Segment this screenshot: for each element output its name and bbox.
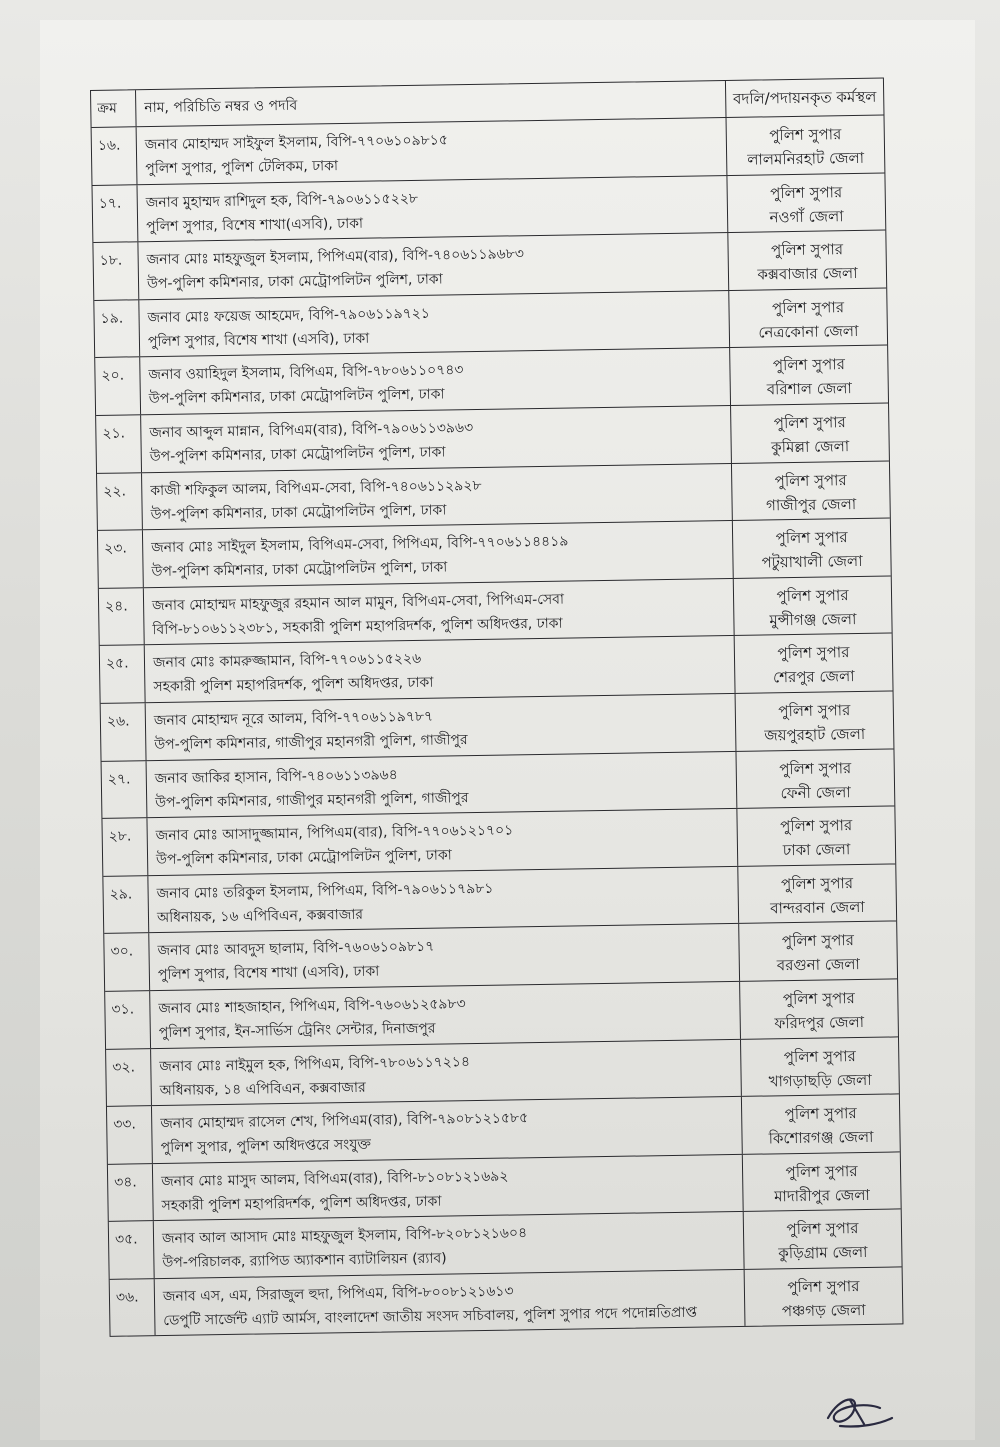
posting-district: কক্সবাজার জেলা	[757, 264, 858, 284]
officer-name: কাজী শফিকুল আলম, বিপিএম-সেবা, বিপি-৭৪০৬১১২৯২৮	[150, 477, 482, 499]
posting-cell	[738, 864, 896, 923]
posting-district: গাজীপুর জেলা	[765, 494, 857, 514]
officer-name: জনাব মোঃ তরিকুল ইসলাম, পিপিএম, বিপি-৭৯০৬১১৭৯৮১	[156, 880, 494, 902]
name-cell	[152, 1097, 743, 1163]
posting-title: পুলিশ সুপার	[787, 1276, 860, 1297]
table-row	[110, 1267, 903, 1336]
name-cell	[153, 1155, 744, 1221]
officer-designation: উপ-পুলিশ কমিশনার, ঢাকা মেট্রোপলিটন পুলিশ, ঢাকা	[150, 502, 447, 523]
posting-cell	[745, 1267, 903, 1326]
posting-cell	[744, 1210, 902, 1269]
serial-cell: ৩৫.	[109, 1221, 155, 1278]
posting-district: মাদারীপুর জেলা	[773, 1185, 870, 1206]
posting-district: মুন্সীগঞ্জ জেলা	[769, 609, 857, 630]
serial-cell: ২০.	[95, 358, 141, 415]
officer-designation: পুলিশ সুপার, বিশেষ শাখা (এসবি), ঢাকা	[157, 963, 380, 984]
posting-district: বরগুনা জেলা	[776, 955, 860, 975]
name-cell	[141, 406, 732, 472]
posting-district: কিশোরগঞ্জ জেলা	[768, 1127, 874, 1148]
officer-name: জনাব মোঃ শাহজাহান, পিপিএম, বিপি-৭৬০৬১২৫৯৮৩	[158, 996, 466, 1017]
serial-cell: ২৮.	[102, 818, 148, 875]
serial-cell: ১৭.	[93, 185, 139, 242]
posting-district: নেত্রকোনা জেলা	[758, 321, 859, 342]
officer-designation: সহকারী পুলিশ মহাপরিদর্শক, পুলিশ অধিদপ্তর, ঢাকা	[161, 1193, 442, 1214]
officer-designation: ডেপুটি সার্জেন্ট এ্যাট আর্মস, বাংলাদেশ জাতীয় সংসদ সচিবালয়, পুলিশ সুপার পদে পদোন্নতিপ্রাপ্ত	[163, 1304, 698, 1329]
posting-cell	[739, 922, 897, 981]
name-cell	[138, 233, 729, 299]
serial-cell: ২৫.	[100, 646, 146, 703]
officer-designation: পুলিশ সুপার, ইন-সার্ভিস ট্রেনিং সেন্টার, দিনাজপুর	[158, 1020, 436, 1041]
signature-icon	[820, 1388, 900, 1433]
officer-name: জনাব মোঃ আসাদুজ্জামান, পিপিএম(বার), বিপি-৭৭০৬১২১৭০১	[155, 822, 514, 845]
name-cell	[144, 579, 735, 645]
posting-cell	[733, 519, 891, 578]
serial-cell: ২৩.	[98, 530, 144, 587]
name-cell	[142, 464, 733, 530]
name-cell	[150, 982, 741, 1048]
posting-cell	[728, 231, 886, 290]
posting-title: পুলিশ সুপার	[769, 125, 842, 145]
officer-designation: পুলিশ সুপার, বিশেষ শাখা(এসবি), ঢাকা	[146, 215, 364, 235]
officer-name: জনাব মোঃ কামরুজ্জামান, বিপি-৭৭০৬১১৫২২৬	[152, 651, 422, 672]
name-cell	[145, 636, 736, 702]
posting-title: পুলিশ সুপার	[786, 1219, 859, 1239]
serial-cell: ৩৩.	[107, 1106, 153, 1163]
posting-title: পুলিশ সুপার	[784, 1104, 857, 1124]
header-name: নাম, পরিচিতি নম্বর ও পদবি	[136, 81, 726, 126]
officer-name: জনাব মুহাম্মদ রাশিদুল হক, বিপি-৭৯০৬১১৫২২৮	[145, 190, 419, 211]
serial-cell: ১৬.	[92, 127, 138, 184]
posting-district: লালমনিরহাট জেলা	[747, 148, 865, 169]
officer-name: জনাব এস, এম, সিরাজুল হুদা, পিপিএম, বিপি-৮০০৮১২১৬১৩	[162, 1283, 514, 1305]
officer-designation: উপ-পুলিশ কমিশনার, ঢাকা মেট্রোপলিটন পুলিশ, ঢাকা	[146, 271, 443, 293]
officer-designation: অধিনায়ক, ১৪ এপিবিএন, কক্সবাজার	[159, 1079, 366, 1099]
posting-cell	[736, 749, 894, 808]
posting-cell	[742, 1095, 900, 1154]
posting-title: পুলিশ সুপার	[785, 1161, 858, 1181]
serial-cell: ২২.	[97, 473, 143, 530]
officer-name: জনাব মোঃ নাইমুল হক, পিপিএম, বিপি-৭৮০৬১১৭২১৪	[159, 1053, 471, 1075]
officer-designation: উপ-পরিচালক, র‍্যাপিড অ্যাকশান ব্যাটালিয়ন (র‍্যাব)	[162, 1250, 447, 1272]
officer-designation: পুলিশ সুপার, পুলিশ অধিদপ্তরে সংযুক্ত	[160, 1136, 372, 1157]
serial-cell: ৩২.	[106, 1049, 152, 1106]
officer-designation: বিপি-৮১০৬১১২৩৮১, সহকারী পুলিশ মহাপরিদর্শক, পুলিশ অধিদপ্তর, ঢাকা	[152, 615, 563, 638]
posting-cell	[740, 979, 898, 1038]
posting-district: শেরপুর জেলা	[772, 667, 855, 687]
serial-cell: ২৭.	[102, 761, 148, 818]
posting-title: পুলিশ সুপার	[781, 931, 855, 951]
posting-table	[90, 78, 903, 1338]
name-cell	[147, 751, 738, 817]
header-serial: ক্রম	[91, 90, 137, 127]
officer-designation: উপ-পুলিশ কমিশনার, ঢাকা মেট্রোপলিটন পুলিশ, ঢাকা	[148, 386, 445, 408]
officer-name: জনাব মোহাম্মদ নূরে আলম, বিপি-৭৭০৬১১৯৭৮৭	[153, 708, 434, 730]
name-cell	[155, 1270, 746, 1336]
posting-cell	[743, 1152, 901, 1211]
serial-cell: ৩০.	[104, 933, 150, 990]
officer-name: জনাব জাকির হাসান, বিপি-৭৪০৬১১৩৯৬৪	[154, 766, 398, 787]
officer-name: জনাব মোঃ সাইদুল ইসলাম, বিপিএম-সেবা, পিপিএম, বিপি-৭৭০৬১১৪৪১৯	[151, 533, 569, 557]
officer-designation: পুলিশ সুপার, বিশেষ শাখা (এসবি), ঢাকা	[147, 330, 370, 350]
posting-cell	[735, 634, 893, 693]
posting-district: ফরিদপুর জেলা	[774, 1012, 865, 1033]
officer-designation: উপ-পুলিশ কমিশনার, গাজীপুর মহানগরী পুলিশ, গাজীপুর	[154, 732, 468, 754]
posting-cell	[732, 461, 890, 520]
posting-district: জয়পুরহাট জেলা	[764, 724, 866, 745]
posting-title: পুলিশ সুপার	[777, 643, 850, 663]
name-cell	[149, 924, 740, 990]
posting-cell	[734, 576, 892, 635]
officer-designation: উপ-পুলিশ কমিশনার, ঢাকা মেট্রোপলিটন পুলিশ, ঢাকা	[149, 444, 446, 466]
header-posting: বদলি/পদায়নকৃত কর্মস্থল	[732, 87, 877, 108]
posting-district: কুড়িগ্রাম জেলা	[778, 1243, 868, 1263]
officer-designation: পুলিশ সুপার, পুলিশ টেলিকম, ঢাকা	[145, 158, 339, 178]
serial-cell: ৩১.	[105, 991, 151, 1048]
posting-cell	[731, 403, 889, 462]
officer-designation: উপ-পুলিশ কমিশনার, ঢাকা মেট্রোপলিটন পুলিশ, ঢাকা	[151, 559, 448, 581]
posting-title: পুলিশ সুপার	[770, 240, 844, 260]
officer-name: জনাব আল আসাদ মোঃ মাহফুজুল ইসলাম, বিপি-৮২০৮১২১৬০৪	[161, 1225, 528, 1248]
officer-designation: সহকারী পুলিশ মহাপরিদর্শক, পুলিশ অধিদপ্তর, ঢাকা	[153, 675, 434, 696]
officer-name: জনাব মোঃ মাসুদ আলম, বিপিএম(বার), বিপি-৮১০৮১২১৬৯২	[161, 1168, 509, 1190]
posting-title: পুলিশ সুপার	[772, 355, 846, 375]
posting-district: বরিশাল জেলা	[766, 379, 852, 399]
officer-name: জনাব মোঃ মাহফুজুল ইসলাম, পিপিএম(বার), বিপি-৭৪০৬১১৯৬৮৩	[146, 246, 525, 269]
officer-designation: অধিনায়ক, ১৬ এপিবিএন, কক্সবাজার	[156, 906, 364, 926]
posting-title: পুলিশ সুপার	[771, 297, 845, 318]
posting-title: পুলিশ সুপার	[778, 701, 851, 721]
name-cell	[143, 521, 734, 587]
serial-cell: ২৪.	[99, 588, 145, 645]
posting-title: পুলিশ সুপার	[770, 182, 843, 202]
posting-district: নওগাঁ জেলা	[769, 206, 844, 226]
posting-cell	[741, 1037, 899, 1096]
posting-district: পঞ্চগড় জেলা	[781, 1300, 866, 1321]
posting-district: ঢাকা জেলা	[782, 840, 851, 860]
table-body	[92, 116, 903, 1337]
posting-title: পুলিশ সুপার	[773, 413, 846, 433]
serial-cell: ৩৬.	[110, 1279, 156, 1336]
posting-cell	[730, 346, 888, 405]
posting-district: খাগড়াছড়ি জেলা	[768, 1070, 872, 1090]
name-cell	[140, 348, 731, 414]
posting-district: পটুয়াখালী জেলা	[761, 552, 863, 572]
officer-name: জনাব মোহাম্মদ সাইফুল ইসলাম, বিপি-৭৭০৬১০৯৮১৫	[144, 132, 448, 154]
posting-title: পুলিশ সুপার	[774, 470, 847, 490]
serial-cell: ১৯.	[94, 300, 140, 357]
officer-name: জনাব মোহাম্মদ মাহফুজুর রহমান আল মামুন, বিপিএম-সেবা, পিপিএম-সেবা	[151, 591, 565, 614]
serial-cell: ২১.	[96, 415, 142, 472]
posting-title: পুলিশ সুপার	[783, 1046, 856, 1066]
posting-district: ফেনী জেলা	[780, 782, 851, 802]
name-cell	[137, 176, 728, 242]
officer-name: জনাব মোঃ ফয়েজ আহমেদ, বিপি-৭৯০৬১১৯৭২১	[147, 305, 431, 326]
posting-title: পুলিশ সুপার	[782, 989, 855, 1009]
name-cell	[148, 867, 739, 933]
serial-cell: ১৮.	[93, 242, 139, 299]
posting-title: পুলিশ সুপার	[776, 585, 849, 606]
name-cell	[154, 1212, 745, 1278]
serial-cell: ২৬.	[101, 703, 147, 760]
name-cell	[147, 809, 738, 875]
posting-cell	[736, 691, 894, 750]
posting-title: পুলিশ সুপার	[779, 758, 852, 778]
officer-name: জনাব মোহাম্মদ রাসেল শেখ, পিপিএম(বার), বিপি-৭৯০৮১২১৫৮৫	[160, 1110, 529, 1133]
posting-title: পুলিশ সুপার	[780, 816, 853, 836]
posting-cell	[737, 807, 895, 866]
officer-name: জনাব ওয়াহিদুল ইসলাম, বিপিএম, বিপি-৭৮০৬১১০৭৪৩	[148, 362, 464, 384]
posting-district: কুমিল্লা জেলা	[771, 437, 850, 457]
officer-designation: উপ-পুলিশ কমিশনার, ঢাকা মেট্রোপলিটন পুলিশ, ঢাকা	[155, 847, 452, 869]
serial-cell: ২৯.	[103, 876, 149, 933]
officer-name: জনাব মোঃ আবদুস ছালাম, বিপি-৭৬০৬১০৯৮১৭	[157, 939, 435, 960]
serial-cell: ৩৪.	[108, 1164, 154, 1221]
name-cell	[146, 694, 737, 760]
officer-designation: উপ-পুলিশ কমিশনার, গাজীপুর মহানগরী পুলিশ, গাজীপুর	[155, 789, 469, 811]
posting-cell	[727, 173, 885, 232]
posting-cell	[727, 116, 885, 175]
name-cell	[139, 291, 730, 357]
officer-name: জনাব আব্দুল মান্নান, বিপিএম(বার), বিপি-৭৯০৬১১৩৯৬৩	[149, 419, 474, 442]
posting-district: বান্দরবান জেলা	[770, 897, 865, 918]
name-cell	[151, 1039, 742, 1105]
posting-title: পুলিশ সুপার	[780, 873, 854, 893]
posting-title: পুলিশ সুপার	[775, 528, 848, 548]
name-cell	[137, 118, 728, 184]
posting-cell	[729, 288, 887, 347]
